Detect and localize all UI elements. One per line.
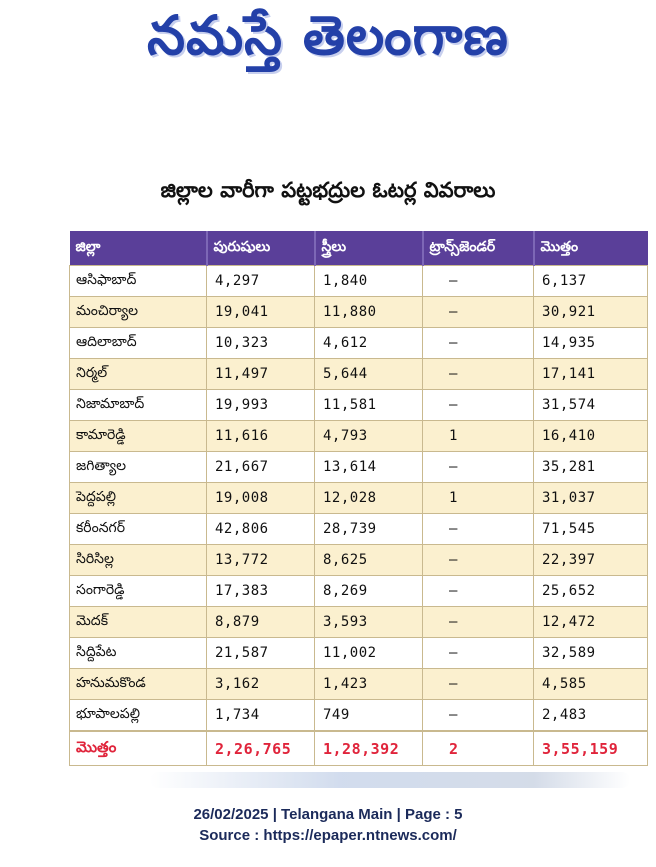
header-men: పురుషులు xyxy=(207,231,315,266)
cell-transgender: – xyxy=(423,576,534,607)
cell-men: 21,587 xyxy=(207,638,315,669)
cell-total: 31,574 xyxy=(534,390,648,421)
cell-district: ఆసిఫాబాద్ xyxy=(70,266,207,297)
cell-men: 42,806 xyxy=(207,514,315,545)
cell-women: 4,612 xyxy=(315,328,423,359)
table-row xyxy=(70,669,648,700)
cell-men: 19,008 xyxy=(207,483,315,514)
cell-transgender: 1 xyxy=(423,483,534,514)
cell-women: 28,739 xyxy=(315,514,423,545)
total-label: మొత్తం xyxy=(70,731,207,766)
table-heading: జిల్లాల వారీగా పట్టభద్రుల ఓటర్ల వివరాలు xyxy=(160,178,496,202)
cell-men: 11,616 xyxy=(207,421,315,452)
table-row xyxy=(70,700,648,732)
total-men: 2,26,765 xyxy=(207,731,315,766)
cell-women: 11,002 xyxy=(315,638,423,669)
cell-women: 5,644 xyxy=(315,359,423,390)
cell-total: 22,397 xyxy=(534,545,648,576)
header-transgender: ట్రాన్స్‌జెండర్ xyxy=(423,231,534,266)
cell-men: 1,734 xyxy=(207,700,315,732)
header-district: జిల్లా xyxy=(70,231,207,266)
table-row xyxy=(70,297,648,328)
table-row xyxy=(70,452,648,483)
cell-men: 8,879 xyxy=(207,607,315,638)
cell-transgender: – xyxy=(423,390,534,421)
footer-edition-info: 26/02/2025 | Telangana Main | Page : 5 xyxy=(193,806,463,823)
cell-transgender: – xyxy=(423,669,534,700)
cell-women: 1,840 xyxy=(315,266,423,297)
cell-transgender: – xyxy=(423,266,534,297)
cell-district: నిజామాబాద్ xyxy=(70,390,207,421)
cell-women: 11,880 xyxy=(315,297,423,328)
cell-total: 2,483 xyxy=(534,700,648,732)
cell-district: జగిత్యాల xyxy=(70,452,207,483)
cell-district: కామారెడ్డి xyxy=(70,421,207,452)
total-women: 1,28,392 xyxy=(315,731,423,766)
cell-transgender: – xyxy=(423,545,534,576)
cell-district: హనుమకొండ xyxy=(70,669,207,700)
cell-total: 32,589 xyxy=(534,638,648,669)
cell-total: 35,281 xyxy=(534,452,648,483)
table-row xyxy=(70,514,648,545)
table-row xyxy=(70,328,648,359)
header-women: స్త్రీలు xyxy=(315,231,423,266)
cell-total: 16,410 xyxy=(534,421,648,452)
cell-district: పెద్దపల్లి xyxy=(70,483,207,514)
cell-men: 11,497 xyxy=(207,359,315,390)
cell-total: 17,141 xyxy=(534,359,648,390)
cell-transgender: – xyxy=(423,700,534,732)
cell-district: ఆదిలాబాద్ xyxy=(70,328,207,359)
cell-total: 31,037 xyxy=(534,483,648,514)
table-row xyxy=(70,545,648,576)
cell-total: 25,652 xyxy=(534,576,648,607)
cell-men: 3,162 xyxy=(207,669,315,700)
cell-transgender: – xyxy=(423,514,534,545)
table-row xyxy=(70,266,648,297)
table-header-row xyxy=(70,231,648,266)
cell-women: 13,614 xyxy=(315,452,423,483)
cell-women: 11,581 xyxy=(315,390,423,421)
cell-men: 19,041 xyxy=(207,297,315,328)
cell-men: 19,993 xyxy=(207,390,315,421)
cell-women: 749 xyxy=(315,700,423,732)
cell-total: 4,585 xyxy=(534,669,648,700)
cell-transgender: – xyxy=(423,297,534,328)
table-row xyxy=(70,390,648,421)
cell-district: భూపాలపల్లి xyxy=(70,700,207,732)
table-row xyxy=(70,576,648,607)
header-total: మొత్తం xyxy=(534,231,648,266)
total-all: 3,55,159 xyxy=(534,731,648,766)
cell-men: 10,323 xyxy=(207,328,315,359)
cell-women: 8,269 xyxy=(315,576,423,607)
cell-men: 13,772 xyxy=(207,545,315,576)
cell-transgender: – xyxy=(423,607,534,638)
cell-district: నిర్మల్ xyxy=(70,359,207,390)
cell-women: 4,793 xyxy=(315,421,423,452)
cell-total: 71,545 xyxy=(534,514,648,545)
footer-source: Source : https://epaper.ntnews.com/ xyxy=(199,827,457,844)
table-row xyxy=(70,638,648,669)
cell-total: 12,472 xyxy=(534,607,648,638)
cell-district: సంగారెడ్డి xyxy=(70,576,207,607)
cell-total: 6,137 xyxy=(534,266,648,297)
cell-men: 17,383 xyxy=(207,576,315,607)
table-total-row xyxy=(70,731,648,766)
masthead-logo-text: నమస్తే తెలంగాణ xyxy=(147,4,509,67)
cell-district: మంచిర్యాల xyxy=(70,297,207,328)
cell-transgender: 1 xyxy=(423,421,534,452)
cell-transgender: – xyxy=(423,359,534,390)
cell-total: 14,935 xyxy=(534,328,648,359)
cell-women: 3,593 xyxy=(315,607,423,638)
table-row xyxy=(70,421,648,452)
cell-women: 12,028 xyxy=(315,483,423,514)
newspaper-masthead xyxy=(0,0,656,80)
table-row xyxy=(70,359,648,390)
cell-men: 21,667 xyxy=(207,452,315,483)
voter-details-table xyxy=(69,231,648,766)
cell-total: 30,921 xyxy=(534,297,648,328)
cell-transgender: – xyxy=(423,452,534,483)
cell-transgender: – xyxy=(423,328,534,359)
cell-women: 8,625 xyxy=(315,545,423,576)
cell-district: కరీంనగర్ xyxy=(70,514,207,545)
cell-district: సిద్దిపేట xyxy=(70,638,207,669)
cell-district: సిరిసిల్ల xyxy=(70,545,207,576)
cell-district: మెదక్ xyxy=(70,607,207,638)
total-transgender: 2 xyxy=(423,731,534,766)
table-row xyxy=(70,607,648,638)
table-row xyxy=(70,483,648,514)
cell-transgender: – xyxy=(423,638,534,669)
cell-men: 4,297 xyxy=(207,266,315,297)
decorative-swoosh xyxy=(150,772,630,788)
cell-women: 1,423 xyxy=(315,669,423,700)
